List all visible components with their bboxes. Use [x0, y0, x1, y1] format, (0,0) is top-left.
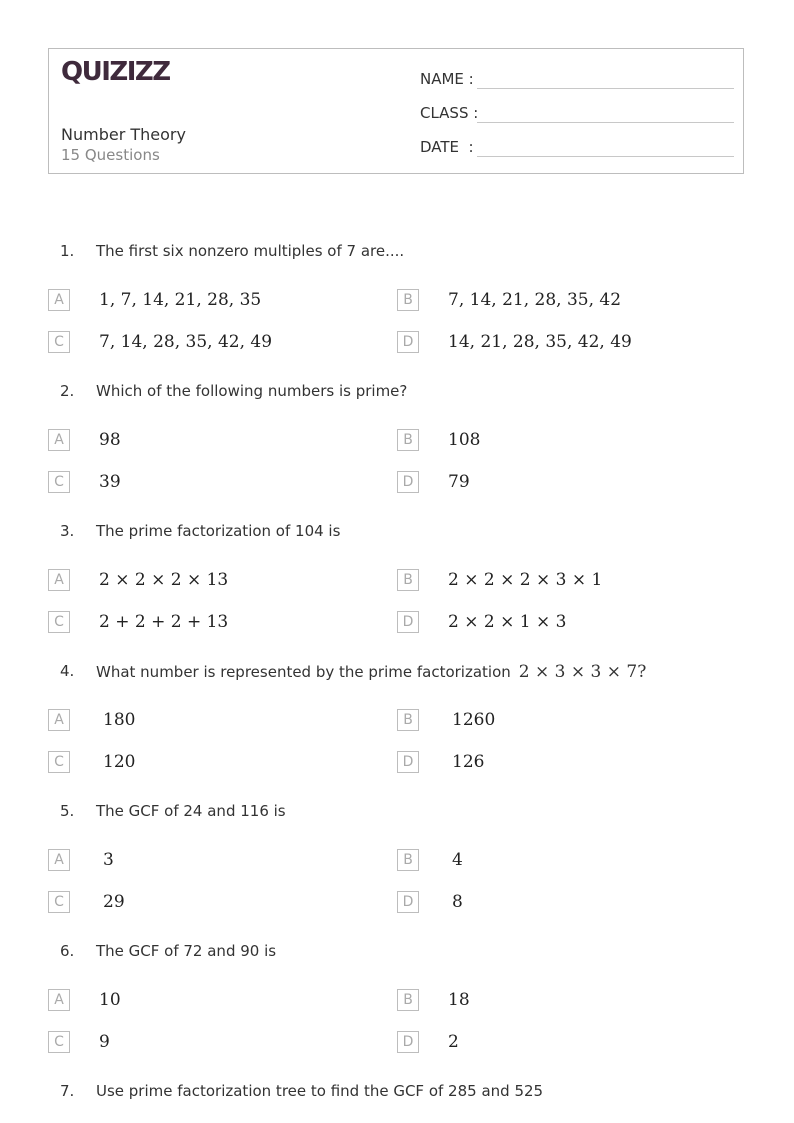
question-text: The GCF of 72 and 90 is — [96, 942, 277, 960]
date-field[interactable] — [420, 134, 734, 160]
option-value: 79 — [448, 472, 470, 492]
date-line[interactable] — [477, 156, 734, 157]
question-text: The first six nonzero multiples of 7 are.... — [96, 242, 405, 260]
name-label: NAME : — [420, 70, 474, 88]
option-value: 3 — [103, 850, 114, 870]
name-field[interactable] — [420, 66, 734, 92]
question-6-option-b[interactable] — [397, 989, 737, 1015]
question-number: 5. — [60, 802, 75, 820]
option-letter-a: A — [48, 709, 70, 731]
option-letter-c: C — [48, 751, 70, 773]
option-value: 120 — [103, 752, 136, 772]
option-letter-a: A — [48, 429, 70, 451]
option-value: 8 — [452, 892, 463, 912]
option-letter-a: A — [48, 849, 70, 871]
option-value: 39 — [99, 472, 121, 492]
option-value: 7, 14, 21, 28, 35, 42 — [448, 290, 622, 310]
option-letter-d: D — [397, 611, 419, 633]
option-letter-b: B — [397, 429, 419, 451]
question-text: What number is represented by the prime factorization — [96, 663, 511, 681]
question-number: 6. — [60, 942, 75, 960]
question-3-option-a[interactable] — [48, 569, 388, 595]
question-6-option-d[interactable] — [397, 1031, 737, 1057]
option-value: 7, 14, 28, 35, 42, 49 — [99, 332, 273, 352]
option-value: 14, 21, 28, 35, 42, 49 — [448, 332, 632, 352]
option-letter-c: C — [48, 471, 70, 493]
option-value: 126 — [452, 752, 485, 772]
question-text: The prime factorization of 104 is — [96, 522, 341, 540]
question-5-option-c[interactable] — [48, 891, 388, 917]
question-7 — [0, 1077, 794, 1107]
option-value: 29 — [103, 892, 125, 912]
option-letter-d: D — [397, 1031, 419, 1053]
question-5-option-d[interactable] — [397, 891, 737, 917]
worksheet-header — [48, 48, 744, 174]
option-value: 2 — [448, 1032, 459, 1052]
question-count: 15 Questions — [61, 146, 160, 164]
option-value: 2 × 2 × 2 × 13 — [99, 570, 229, 590]
question-3-option-b[interactable] — [397, 569, 737, 595]
question-4 — [0, 657, 794, 687]
option-letter-c: C — [48, 331, 70, 353]
option-value: 2 × 2 × 2 × 3 × 1 — [448, 570, 603, 590]
question-number: 1. — [60, 242, 75, 260]
worksheet-title: Number Theory — [61, 125, 186, 144]
question-1-option-d[interactable] — [397, 331, 737, 357]
option-value: 18 — [448, 990, 470, 1010]
question-4-option-c[interactable] — [48, 751, 388, 777]
option-value: 98 — [99, 430, 121, 450]
option-letter-d: D — [397, 331, 419, 353]
class-line[interactable] — [477, 122, 734, 123]
question-number: 2. — [60, 382, 75, 400]
option-letter-d: D — [397, 891, 419, 913]
option-letter-c: C — [48, 611, 70, 633]
question-text: The GCF of 24 and 116 is — [96, 802, 286, 820]
option-letter-d: D — [397, 471, 419, 493]
question-1 — [0, 237, 794, 267]
option-value: 1260 — [452, 710, 496, 730]
question-6 — [0, 937, 794, 967]
name-line[interactable] — [477, 88, 734, 89]
question-3 — [0, 517, 794, 547]
option-letter-a: A — [48, 989, 70, 1011]
question-2-option-c[interactable] — [48, 471, 388, 497]
question-3-option-d[interactable] — [397, 611, 737, 637]
date-label: DATE : — [420, 138, 474, 156]
option-letter-b: B — [397, 289, 419, 311]
question-6-option-c[interactable] — [48, 1031, 388, 1057]
question-6-option-a[interactable] — [48, 989, 388, 1015]
question-text-wrapper — [96, 662, 646, 682]
option-letter-a: A — [48, 569, 70, 591]
question-3-option-c[interactable] — [48, 611, 388, 637]
option-letter-d: D — [397, 751, 419, 773]
class-label: CLASS : — [420, 104, 479, 122]
question-5-option-a[interactable] — [48, 849, 388, 875]
question-4-option-b[interactable] — [397, 709, 737, 735]
option-letter-b: B — [397, 569, 419, 591]
option-value: 9 — [99, 1032, 110, 1052]
question-math: 2 × 3 × 3 × 7? — [518, 662, 647, 682]
option-letter-a: A — [48, 289, 70, 311]
question-number: 7. — [60, 1082, 75, 1100]
option-letter-b: B — [397, 709, 419, 731]
option-value: 2 + 2 + 2 + 13 — [99, 612, 229, 632]
option-letter-c: C — [48, 891, 70, 913]
question-1-option-c[interactable] — [48, 331, 388, 357]
question-number: 3. — [60, 522, 75, 540]
question-5 — [0, 797, 794, 827]
question-text: Use prime factorization tree to find the GCF of 285 and 525 — [96, 1082, 544, 1100]
option-value: 1, 7, 14, 21, 28, 35 — [99, 290, 262, 310]
option-letter-b: B — [397, 849, 419, 871]
question-number: 4. — [60, 662, 75, 680]
option-value: 10 — [99, 990, 121, 1010]
quizizz-logo: QUIZIZZ — [61, 57, 170, 87]
question-2-option-d[interactable] — [397, 471, 737, 497]
option-value: 4 — [452, 850, 463, 870]
option-value: 2 × 2 × 1 × 3 — [448, 612, 567, 632]
option-value: 108 — [448, 430, 481, 450]
option-letter-c: C — [48, 1031, 70, 1053]
class-field[interactable] — [420, 100, 734, 126]
question-5-option-b[interactable] — [397, 849, 737, 875]
question-2-option-b[interactable] — [397, 429, 737, 455]
question-4-option-d[interactable] — [397, 751, 737, 777]
question-2-option-a[interactable] — [48, 429, 388, 455]
question-1-option-b[interactable] — [397, 289, 737, 315]
option-value: 180 — [103, 710, 136, 730]
option-letter-b: B — [397, 989, 419, 1011]
question-4-option-a[interactable] — [48, 709, 388, 735]
question-1-option-a[interactable] — [48, 289, 388, 315]
question-2 — [0, 377, 794, 407]
question-text: Which of the following numbers is prime? — [96, 382, 408, 400]
